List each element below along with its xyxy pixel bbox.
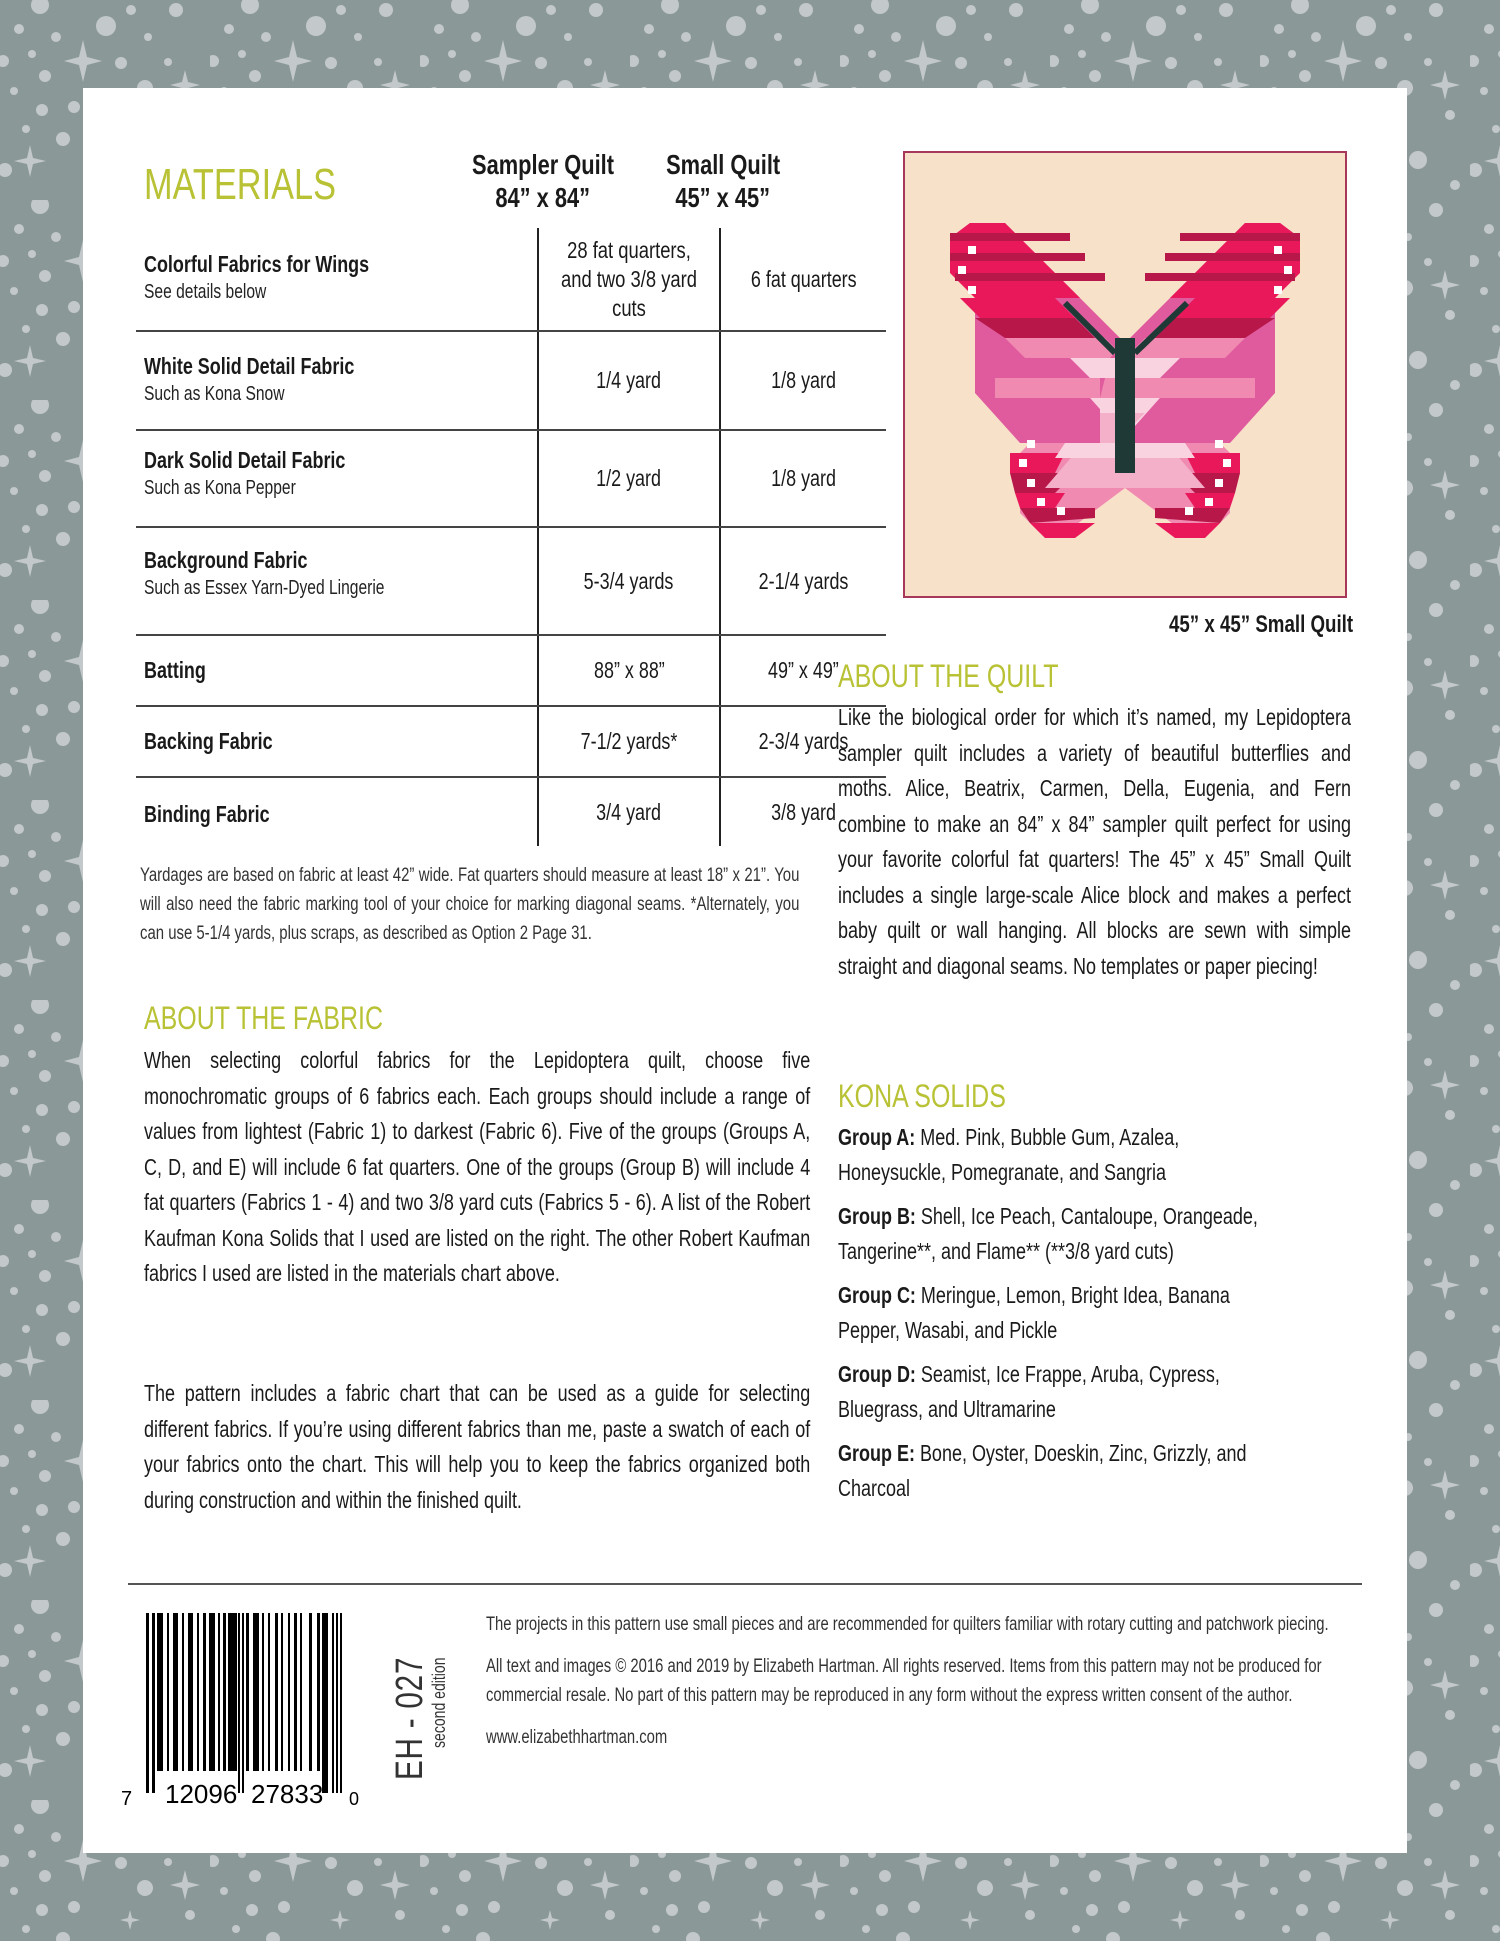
table-row — [136, 528, 886, 636]
table-row — [136, 332, 886, 431]
table-row — [136, 636, 886, 707]
skill-level-note: The projects in this pattern use small pieces and are recommended for quilters familiar with rotary cutting and patchwork piecing. — [486, 1614, 1329, 1635]
small-quantity-cell: 1/8 yard — [771, 465, 836, 491]
column-header-small-quilt: Small Quilt 45” x 45” — [665, 149, 781, 213]
yardage-note: Yardages are based on fabric at least 42” wide. Fat quarters should measure at least 18” x 21”. You will also need the fabric marking tool of your choice for marking diagonal seams. *Alternately, you can use 5-1/4 yards, plus scraps, as described as Option 2 Page 31. — [140, 865, 800, 944]
footer-notes — [486, 1610, 1366, 1765]
table-row — [136, 228, 886, 332]
about-fabric-paragraph: When selecting colorful fabrics for the Lepidoptera quilt, choose five monochromatic groups of 6 fabrics each. Each groups should include a range of values from lightest (Fabric 1) to darkest (Fabric 6). Five of the groups (Groups A, C, D, and E) will include 6 fat quarters. One of the groups (Group B) will include 4 fat quarters (Fabrics 1 - 4) and two 3/8 yard cuts (Fabrics 5 - 6). A list of the Robert Kaufman Kona Solids that I used are listed on the right. The other Robert Kaufman fabrics I used are listed in the materials chart above. — [144, 1047, 811, 1286]
kona-group-b: Group B: Shell, Ice Peach, Cantaloupe, Orangeade, Tangerine**, and Flame** (**3/8 yard cuts) — [838, 1203, 1258, 1264]
copyright-notice: All text and images © 2016 and 2019 by Elizabeth Hartman. All rights reserved. Items from this pattern may not be produced for commercial resale. No part of this pattern may be reproduced in any form without the express written consent of the author. — [486, 1656, 1322, 1706]
svg-text:27833: 27833 — [251, 1779, 324, 1809]
kona-group-d: Group D: Seamist, Ice Frappe, Aruba, Cypress, Bluegrass, and Ultramarine — [838, 1361, 1220, 1422]
materials-heading: MATERIALS — [144, 160, 336, 209]
material-name-cell: Backing Fabric — [144, 728, 273, 754]
pattern-sku: EH - 027 — [389, 1656, 431, 1780]
svg-text:12096: 12096 — [165, 1779, 238, 1809]
sampler-quantity-cell: 88” x 88” — [537, 636, 721, 705]
butterfly-quilt-image — [903, 151, 1347, 598]
pattern-back-cover-page — [83, 88, 1407, 1853]
kona-group-e: Group E: Bone, Oyster, Doeskin, Zinc, Grizzly, and Charcoal — [838, 1440, 1247, 1501]
column-header-sampler-quilt: Sampler Quilt 84” x 84” — [471, 149, 614, 213]
material-name-cell: White Solid Detail Fabric Such as Kona Snow — [144, 353, 355, 405]
about-fabric-heading: ABOUT THE FABRIC — [144, 1000, 384, 1036]
barcode-icon — [113, 1613, 363, 1813]
sampler-quantity-cell: 7-1/2 yards* — [537, 707, 721, 776]
about-quilt-heading: ABOUT THE QUILT — [838, 658, 1059, 694]
table-row — [136, 431, 886, 528]
small-quantity-cell: 49” x 49” — [768, 657, 839, 683]
table-row — [136, 707, 886, 778]
small-quantity-cell: 2-1/4 yards — [758, 567, 849, 594]
butterfly-icon — [905, 153, 1345, 596]
kona-group-c: Group C: Meringue, Lemon, Bright Idea, Banana Pepper, Wasabi, and Pickle — [838, 1282, 1230, 1343]
materials-table — [136, 228, 886, 846]
table-row — [136, 778, 886, 846]
sampler-quantity-cell: 28 fat quarters, and two 3/8 yard cuts — [537, 228, 721, 330]
sampler-quantity-cell: 1/4 yard — [537, 332, 721, 429]
material-name-cell: Batting — [144, 657, 206, 683]
sampler-quantity-cell: 5-3/4 yards — [537, 528, 721, 634]
sampler-quantity-cell: 1/2 yard — [537, 431, 721, 526]
svg-text:0: 0 — [349, 1789, 360, 1809]
svg-text:7: 7 — [121, 1788, 133, 1810]
material-name-cell: Binding Fabric — [144, 801, 270, 827]
upc-barcode — [113, 1613, 363, 1813]
about-quilt-paragraph: Like the biological order for which it’s named, my Lepidoptera sampler quilt includes a variety of beautiful butterflies and moths. Alice, Beatrix, Carmen, Della, Eugenia, and Fern combine to make an 84” x 84” sampler quilt perfect for using your favorite colorful fat quarters! The 45” x 45” Small Quilt includes a single large-scale Alice block and makes a perfect baby quilt or wall hanging. All blocks are sewn with simple straight and diagonal seams. No templates or paper piecing! — [838, 704, 1351, 979]
kona-group-a: Group A: Med. Pink, Bubble Gum, Azalea, Honeysuckle, Pomegranate, and Sangria — [838, 1124, 1180, 1185]
footer-divider — [128, 1583, 1362, 1585]
about-fabric-paragraph: The pattern includes a fabric chart that can be used as a guide for selecting different fabrics. If you’re using different fabrics than me, paste a swatch of each of your fabrics onto the chart. This will help you to keep the fabrics organized both during construction and within the finished quilt. — [144, 1380, 811, 1513]
website-link[interactable]: www.elizabethhartman.com — [486, 1727, 668, 1748]
kona-solids-list — [838, 1120, 1358, 1515]
small-quantity-cell: 6 fat quarters — [750, 265, 857, 292]
material-name-cell: Dark Solid Detail Fabric Such as Kona Pepper — [144, 447, 346, 499]
sampler-quantity-cell: 3/4 yard — [537, 778, 721, 846]
kona-solids-heading: KONA SOLIDS — [838, 1078, 1006, 1114]
edition-label: second edition — [429, 1657, 449, 1748]
material-name-cell: Colorful Fabrics for Wings See details below — [144, 251, 370, 303]
small-quantity-cell: 2-3/4 yards — [758, 728, 849, 754]
small-quantity-cell: 3/8 yard — [771, 798, 836, 825]
material-name-cell: Background Fabric Such as Essex Yarn-Dyed Lingerie — [144, 547, 385, 599]
quilt-image-caption: 45” x 45” Small Quilt — [1168, 611, 1353, 638]
small-quantity-cell: 1/8 yard — [771, 367, 836, 393]
